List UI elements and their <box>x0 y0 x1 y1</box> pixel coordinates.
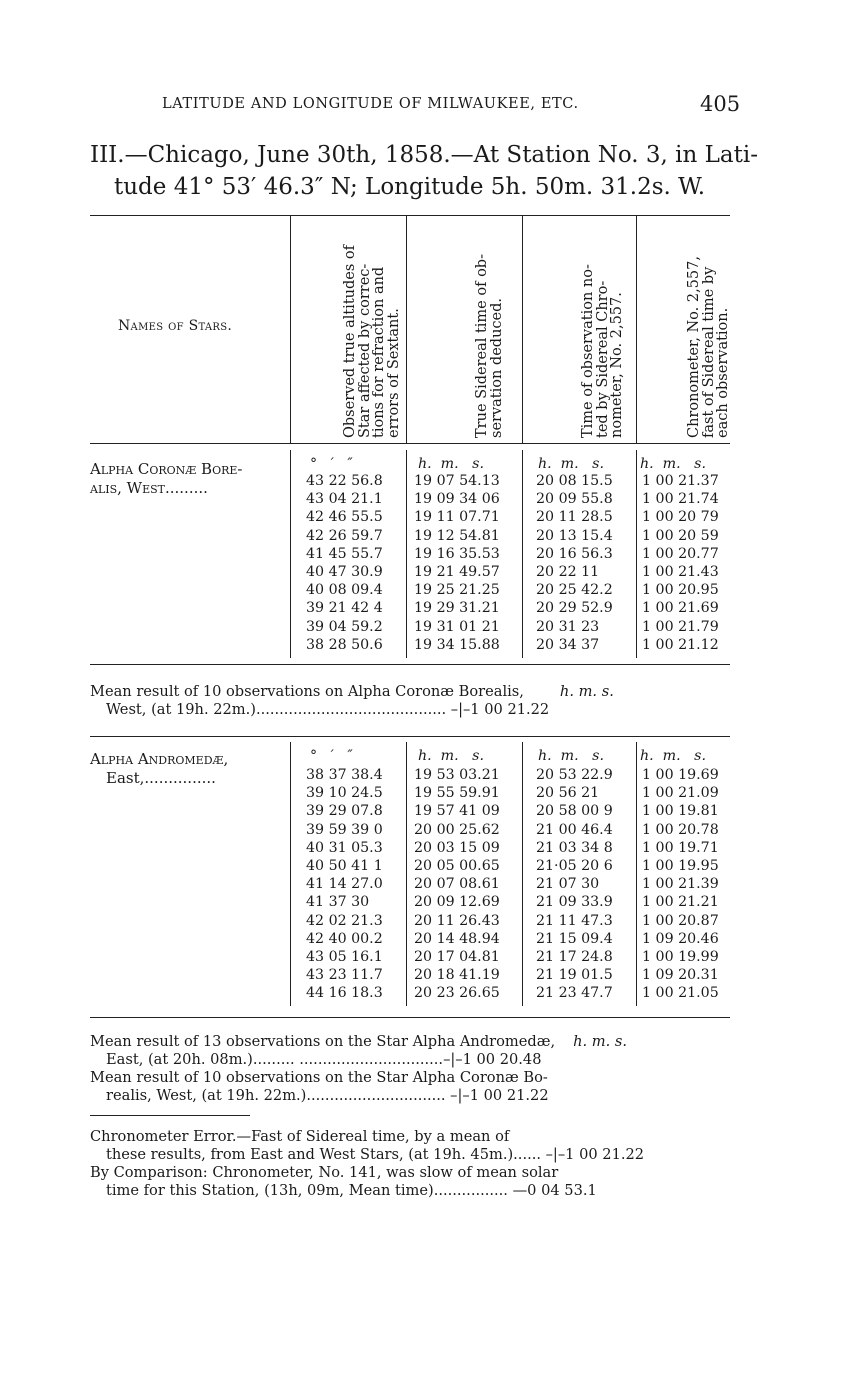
chronometer-fast-column-header <box>658 256 745 438</box>
header-line: Observed true altitudes of Star affected by correc- tions for refraction and errors of Sextant. <box>342 245 402 438</box>
chronometer-error-block <box>90 1128 644 1200</box>
header-line: Chronometer, No. 2,557, fast of Sidereal time by each observation. <box>686 256 731 438</box>
section-rule <box>90 736 730 737</box>
error-line-3: By Comparison: Chronometer, No. 141, was slow of mean solar <box>90 1164 559 1181</box>
sidereal-values: 19 53 03.21 19 55 59.91 19 57 41 09 20 00 25.62 20 03 15 09 20 05 00.65 20 07 08.61 20 09 12.69 20 11 26.43 20 14 48.94 20 17 04.81 20 18 41.19 20 23 26.65 <box>414 767 500 1002</box>
mean-result-corona <box>90 683 614 719</box>
running-head: LATITUDE AND LONGITUDE OF MILWAUKEE, ETC. <box>162 96 579 112</box>
header-line: Time of observation no- ted by Sidereal Chro- nometer, No. 2,557. <box>580 264 625 438</box>
summary-units: h. m. s. <box>573 1033 628 1050</box>
summary-line-2: East, (at 20h. 08m.)......... ...............................–|–1 00 20.48 <box>106 1051 542 1068</box>
column-divider <box>290 742 291 1006</box>
star-name-line-1: Alpha Andromedæ, <box>90 750 229 768</box>
section-rule-short <box>90 1115 250 1116</box>
column-divider <box>406 450 407 658</box>
section-rule <box>90 1017 730 1018</box>
summary-block <box>90 1033 627 1105</box>
units-fast: h. m. s. <box>640 456 706 472</box>
mean-text: Mean result of 10 observations on Alpha Coronæ Borealis, <box>90 683 524 700</box>
error-line-1: Chronometer Error.—Fast of Sidereal time, by a mean of <box>90 1128 510 1145</box>
column-divider <box>636 450 637 658</box>
section-title-line-2: tude 41° 53′ 46.3″ N; Longitude 5h. 50m. 31.2s. W. <box>114 174 706 200</box>
summary-line-3: Mean result of 10 observations on the Star Alpha Coronæ Bo- <box>90 1069 548 1086</box>
mean-units: h. m. s. <box>559 683 614 700</box>
star-name-line-2: East,............... <box>106 769 216 787</box>
star-name-andromeda <box>90 750 228 788</box>
error-line-4: time for this Station, (13h, 09m, Mean time)................ —0 04 53.1 <box>106 1182 597 1199</box>
altitudes-column-header <box>314 245 416 438</box>
chronometer-values: 20 53 22.9 20 56 21 20 58 00 9 21 00 46.4 21 03 34 8 21·05 20 6 21 07 30 21 09 33.9 21 11 47.3 21 15 09.4 21 17 24.8 21 19 01.5 21 23 47.7 <box>536 767 613 1002</box>
sidereal-time-column-header <box>446 254 519 438</box>
column-divider <box>522 216 523 443</box>
names-of-stars-header: Names of Stars. <box>118 318 233 334</box>
altitudes-values: 43 22 56.8 43 04 21.1 42 46 55.5 42 26 59.7 41 45 55.7 40 47 30.9 40 08 09.4 39 21 42 4 39 04 59.2 38 28 50.6 <box>306 473 383 653</box>
column-divider <box>636 742 637 1006</box>
units-chronometer: h. m. s. <box>538 456 604 472</box>
units-sidereal: h. m. s. <box>418 456 484 472</box>
chronometer-values: 20 08 15.5 20 09 55.8 20 11 28.5 20 13 15.4 20 16 56.3 20 22 11 20 25 42.2 20 29 52.9 20 31 23 20 34 37 <box>536 473 613 653</box>
altitudes-values: 38 37 38.4 39 10 24.5 39 29 07.8 39 59 39 0 40 31 05.3 40 50 41 1 41 14 27.0 41 37 30 42 02 21.3 42 40 00.2 43 05 16.1 43 23 11.7 44 16 18.3 <box>306 767 383 1002</box>
mean-line-2: West, (at 19h. 22m.)......................................... –|–1 00 21.22 <box>106 701 550 718</box>
column-divider <box>290 216 291 443</box>
units-chronometer: h. m. s. <box>538 748 604 764</box>
column-divider <box>522 450 523 658</box>
column-divider <box>522 742 523 1006</box>
header-line: True Sidereal time of ob- servation deduced. <box>474 254 505 438</box>
fast-values: 1 00 21.37 1 00 21.74 1 00 20 79 1 00 20 59 1 00 20.77 1 00 21.43 1 00 20.95 1 00 21.69 1 00 21.79 1 00 21.12 <box>642 473 719 653</box>
units-altitude: ° ′ ″ <box>310 748 353 764</box>
chronometer-time-column-header <box>552 264 639 438</box>
units-sidereal: h. m. s. <box>418 748 484 764</box>
star-name-line-2: alis, West......... <box>90 479 208 497</box>
mean-line-1 <box>90 683 614 701</box>
header-bottom-rule <box>90 443 730 444</box>
section-title-line-1: III.—Chicago, June 30th, 1858.—At Station No. 3, in Lati- <box>90 142 758 168</box>
fast-values: 1 00 19.69 1 00 21.09 1 00 19.81 1 00 20.78 1 00 19.71 1 00 19.95 1 00 21.39 1 00 21.21 1 00 20.87 1 09 20.46 1 00 19.99 1 09 20.31 1 00 21.05 <box>642 767 719 1002</box>
summary-text: Mean result of 13 observations on the Star Alpha Andromedæ, <box>90 1033 556 1050</box>
star-name-corona <box>90 460 242 498</box>
section-rule <box>90 664 730 665</box>
table-top-rule <box>90 215 730 216</box>
column-divider <box>406 742 407 1006</box>
units-fast: h. m. s. <box>640 748 706 764</box>
column-divider <box>290 450 291 658</box>
error-line-2: these results, from East and West Stars, (at 19h. 45m.)...... –|–1 00 21.22 <box>106 1146 645 1163</box>
summary-line-4: realis, West, (at 19h. 22m.).............................. –|–1 00 21.22 <box>106 1087 549 1104</box>
sidereal-values: 19 07 54.13 19 09 34 06 19 11 07.71 19 12 54.81 19 16 35.53 19 21 49.57 19 25 21.25 19 29 31.21 19 31 01 21 19 34 15.88 <box>414 473 500 653</box>
star-name-line-1: Alpha Coronæ Bore- <box>90 460 243 478</box>
units-altitude: ° ′ ″ <box>310 456 353 472</box>
page-number: 405 <box>700 92 741 116</box>
summary-line-1 <box>90 1033 627 1051</box>
